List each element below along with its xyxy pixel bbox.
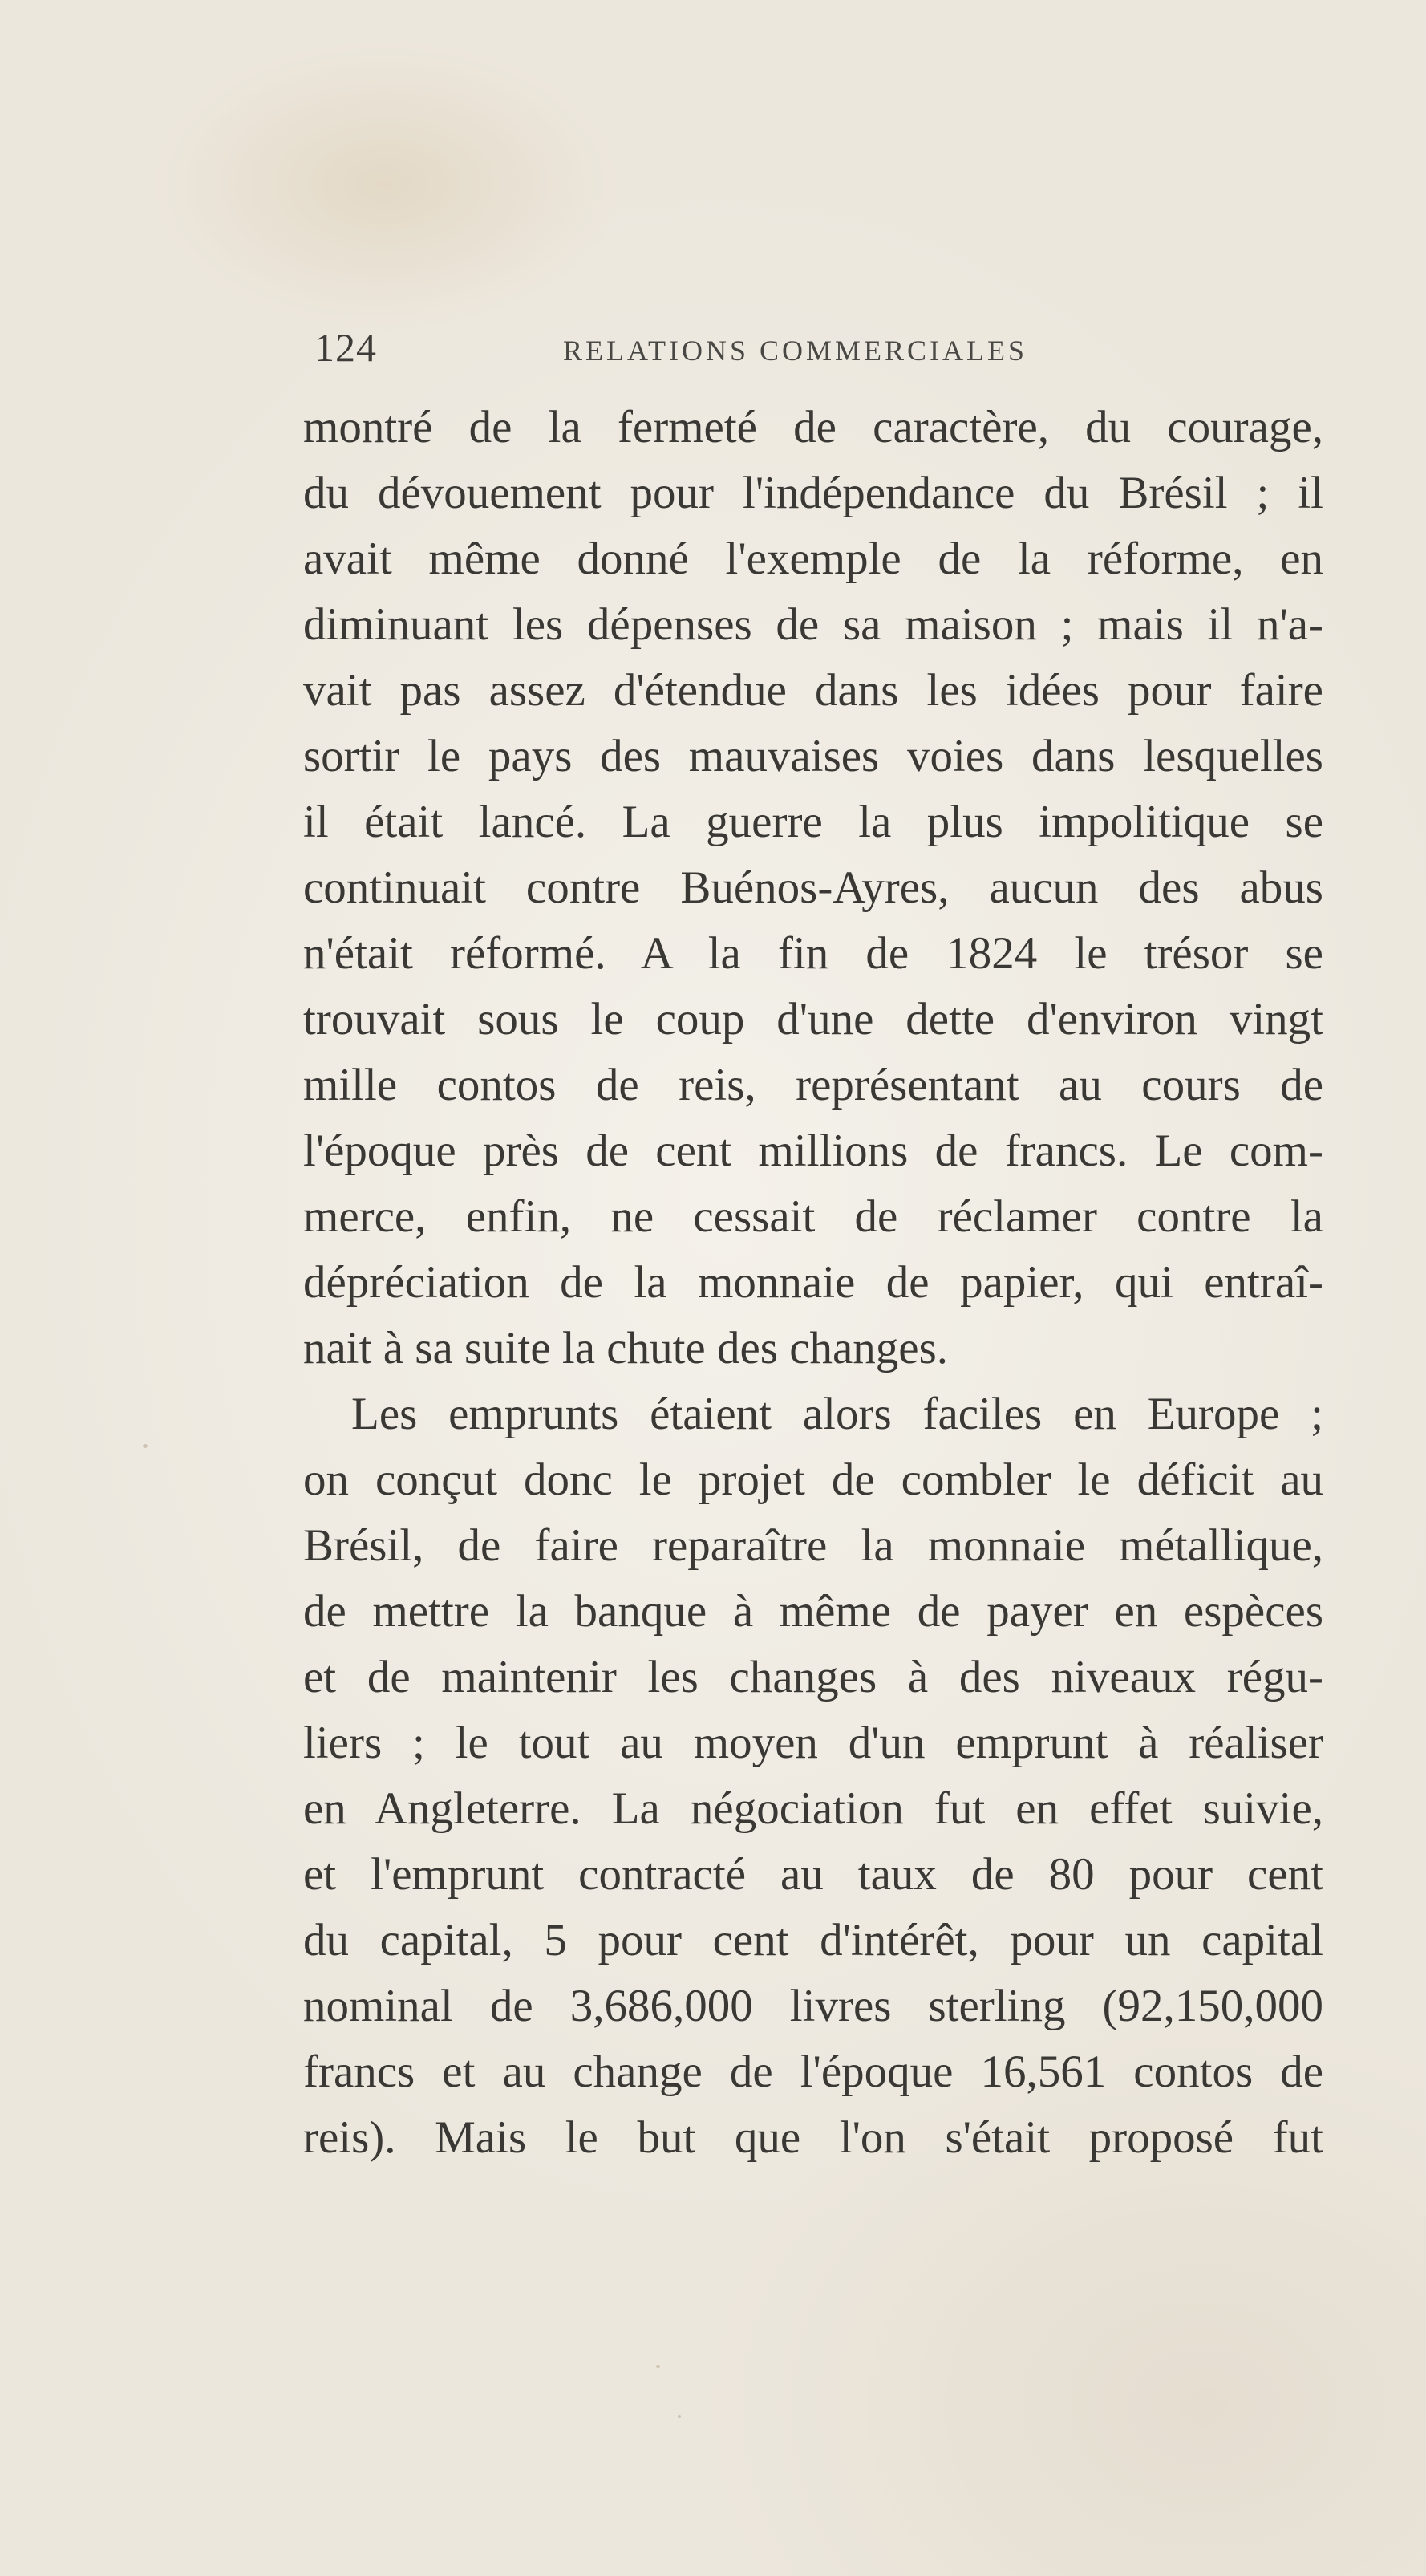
text-line: continuait contre Buénos-Ayres, aucun des abus — [303, 862, 1323, 913]
text-line: avait même donné l'exemple de la réforme, en — [303, 533, 1323, 584]
body-text — [303, 395, 1323, 2171]
text-line: Brésil, de faire reparaître la monnaie métallique, — [303, 1520, 1323, 1571]
text-line: l'époque près de cent millions de francs. Le com- — [303, 1126, 1323, 1176]
text-line: en Angleterre. La négociation fut en effet suivie, — [303, 1783, 1323, 1834]
text-line: Les emprunts étaient alors faciles en Europe ; — [351, 1389, 1323, 1439]
text-line: francs et au change de l'époque 16,561 contos de — [303, 2047, 1323, 2097]
text-line: du capital, 5 pour cent d'intérêt, pour un capital — [303, 1915, 1323, 1965]
text-line: reis). Mais le but que l'on s'était proposé fut — [303, 2112, 1323, 2163]
running-title: RELATIONS COMMERCIALES — [563, 335, 1028, 367]
paper-speck — [656, 2365, 660, 2368]
text-line: on conçut donc le projet de combler le déficit au — [303, 1454, 1323, 1505]
text-line: merce, enfin, ne cessait de réclamer contre la — [303, 1191, 1323, 1242]
text-line: du dévouement pour l'indépendance du Brésil ; il — [303, 468, 1323, 518]
text-line: et l'emprunt contracté au taux de 80 pour cent — [303, 1849, 1323, 1900]
text-line: et de maintenir les changes à des niveaux régu- — [303, 1652, 1323, 1702]
text-line: il était lancé. La guerre la plus impolitique se — [303, 797, 1323, 847]
text-line: dépréciation de la monnaie de papier, qui entraî- — [303, 1257, 1323, 1308]
text-line: sortir le pays des mauvaises voies dans lesquelles — [303, 731, 1323, 781]
page-number: 124 — [314, 325, 377, 370]
text-line: nait à sa suite la chute des changes. — [303, 1323, 949, 1373]
text-line: mille contos de reis, représentant au cours de — [303, 1060, 1323, 1110]
text-line: diminuant les dépenses de sa maison ; mais il n'a- — [303, 599, 1323, 650]
text-line: de mettre la banque à même de payer en espèces — [303, 1586, 1323, 1637]
running-head — [314, 324, 1327, 372]
text-line: vait pas assez d'étendue dans les idées pour faire — [303, 665, 1323, 716]
text-line: n'était réformé. A la fin de 1824 le trésor se — [303, 928, 1323, 979]
text-line: montré de la fermeté de caractère, du courage, — [303, 402, 1323, 452]
text-line: nominal de 3,686,000 livres sterling (92,150,000 — [303, 1981, 1323, 2031]
text-line: liers ; le tout au moyen d'un emprunt à réaliser — [303, 1718, 1323, 1768]
paper-speck — [143, 1444, 148, 1448]
paper-speck — [678, 2415, 681, 2418]
text-line: trouvait sous le coup d'une dette d'environ vingt — [303, 994, 1323, 1045]
